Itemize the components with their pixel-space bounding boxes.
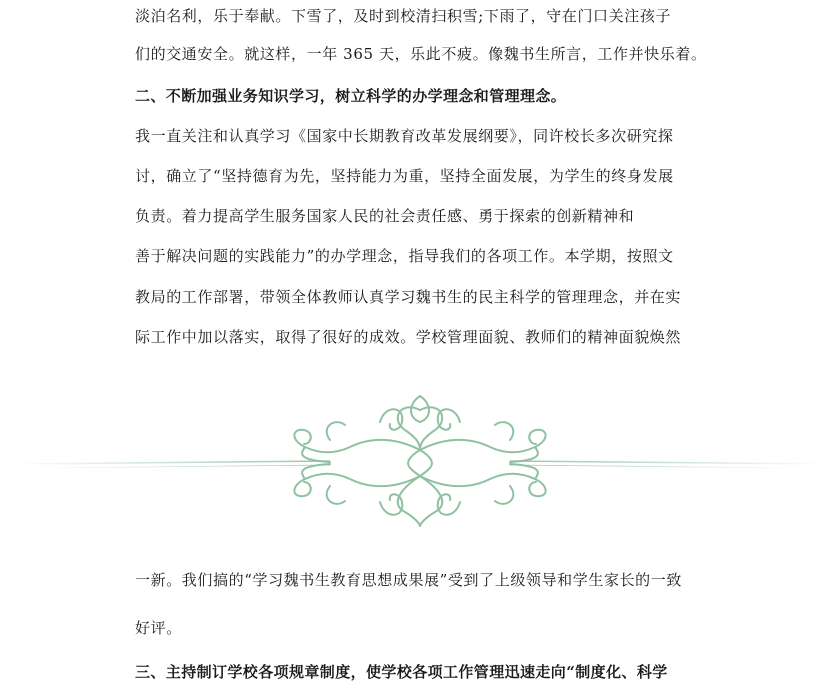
body-text-line: 负责。着力提高学生服务国家人民的社会责任感、勇于探索的创新精神和 xyxy=(135,207,635,225)
body-text-line: 教局的工作部署，带领全体教师认真学习魏书生的民主科学的管理理念，并在实 xyxy=(135,288,682,306)
ornament-rule xyxy=(10,461,830,468)
body-text-line: 淡泊名利，乐于奉献。下雪了，及时到校清扫积雪;下雨了，守在门口关注孩子 xyxy=(135,7,672,25)
section-heading-two: 二、不断加强业务知识学习，树立科学的办学理念和管理理念。 xyxy=(135,87,567,105)
body-text-line: 一新。我们搞的“学习魏书生教育思想成果展”受到了上级领导和学生家长的一致 xyxy=(135,571,682,589)
section-heading-three: 三、主持制订学校各项规章制度，使学校各项工作管理迅速走向“制度化、科学 xyxy=(135,663,668,681)
body-text-line: 善于解决问题的实践能力”的办学理念，指导我们的各项工作。本学期，按照文 xyxy=(135,247,674,265)
body-text-line: 际工作中加以落实，取得了很好的成效。学校管理面貌、教师们的精神面貌焕然 xyxy=(135,328,682,346)
filigree-ornament-icon xyxy=(0,392,840,530)
body-text-line: 们的交通安全。就这样，一年 365 天，乐此不疲。像魏书生所言，工作并快乐着。 xyxy=(135,45,707,63)
body-text-line: 好评。 xyxy=(135,619,182,637)
body-text-line: 我一直关注和认真学习《国家中长期教育改革发展纲要》，同许校长多次研究探 xyxy=(135,127,674,145)
body-text-line: 讨，确立了“坚持德育为先，坚持能力为重，坚持全面发展，为学生的终身发展 xyxy=(135,167,674,185)
